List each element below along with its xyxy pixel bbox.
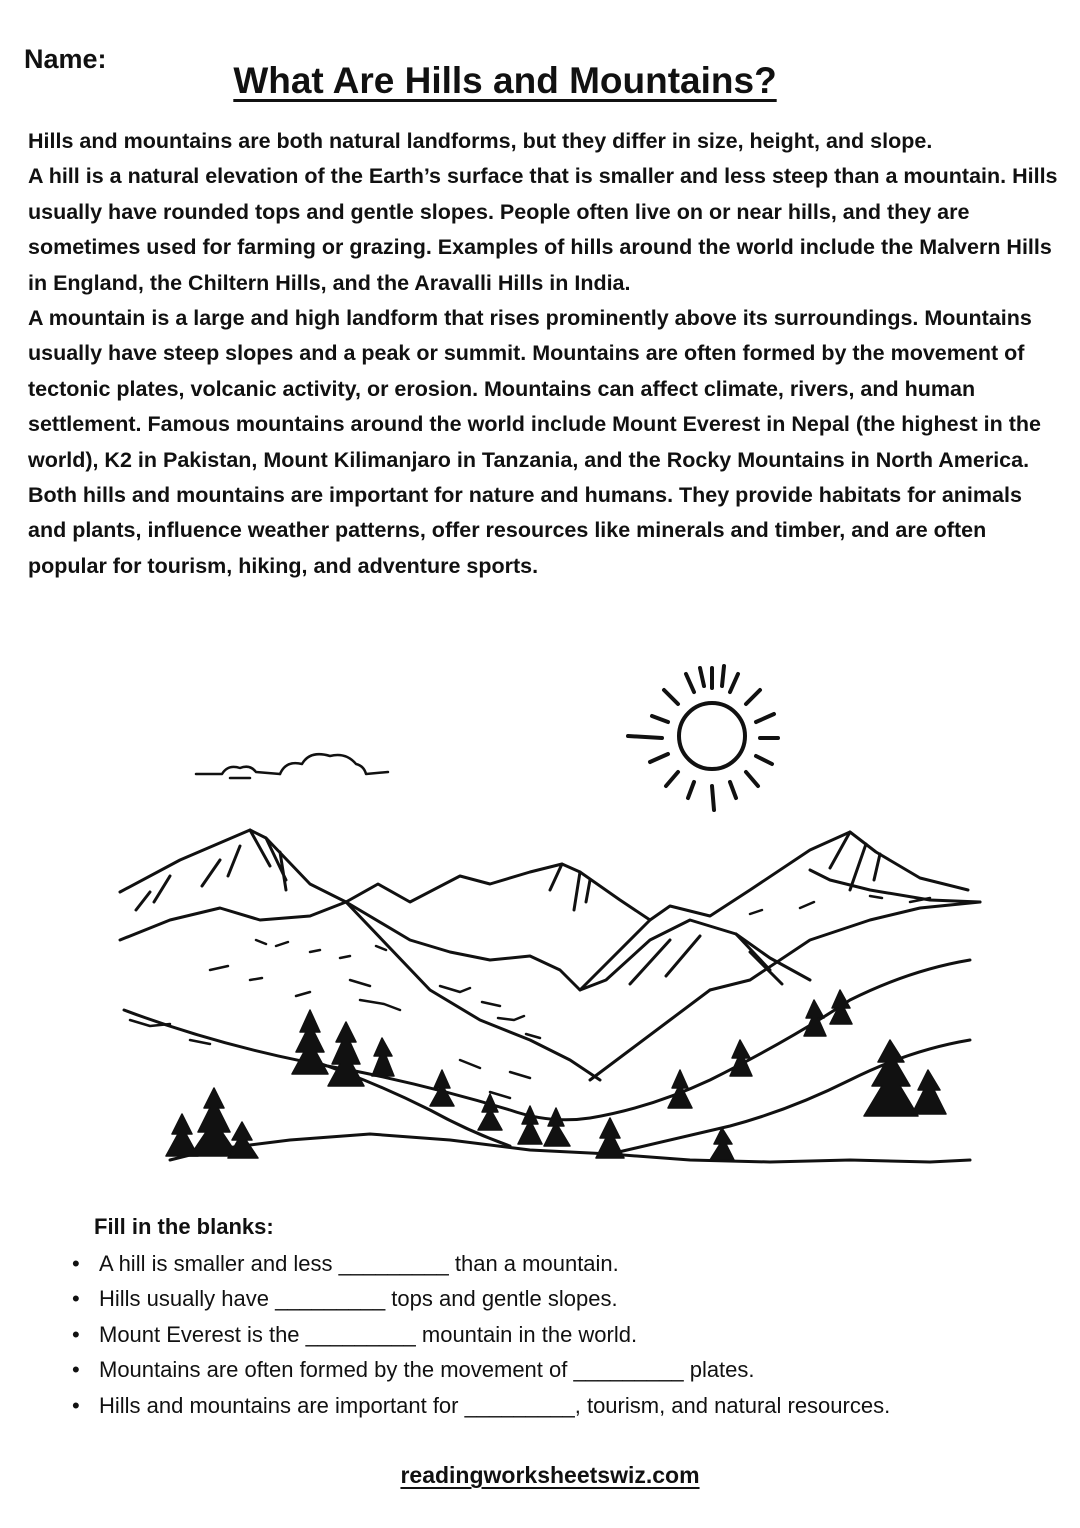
passage-paragraph-hills: A hill is a natural elevation of the Earth’s surface that is smaller and less steep than a mountain. Hills usually have rounded tops and gentle slopes. People often live on or near hills, and they are sometimes used for farming or grazing. Examples of hills around the world include the Malvern Hills in England, the Chiltern Hills, and the Aravalli Hills in India. <box>28 164 1058 295</box>
passage-paragraph-importance: Both hills and mountains are important for nature and humans. They provide habitats for animals and plants, influence weather patterns, offer resources like minerals and timber, and are often popular for tourism, hiking, and adventure sports. <box>28 483 1022 578</box>
fill-in-blanks-heading: Fill in the blanks: <box>94 1214 274 1239</box>
footer-site-link[interactable]: readingworksheetswiz.com <box>400 1462 700 1488</box>
list-item <box>70 1352 890 1387</box>
bullet-icon: • <box>72 1286 80 1312</box>
passage-paragraph-mountains: A mountain is a large and high landform that rises prominently above its surroundings. Mountains usually have steep slopes and a peak or summit. Mountains are often formed by the movement of tectonic plates, volcanic activity, or erosion. Mountains can affect climate, rivers, and human settlement. Famous mountains around the world include Mount Everest in Nepal (the highest in the world), K2 in Pakistan, Mount Kilimanjaro in Tanzania, and the Rocky Mountains in North America. <box>28 306 1041 472</box>
blank-sentence: A hill is smaller and less _________ than a mountain. <box>99 1251 619 1276</box>
bullet-icon: • <box>72 1357 80 1383</box>
sun-icon <box>628 666 778 810</box>
blank-sentence: Hills usually have _________ tops and gentle slopes. <box>99 1286 618 1312</box>
trees-icon <box>166 990 946 1160</box>
list-item <box>70 1246 890 1281</box>
page-title: What Are Hills and Mountains? <box>233 60 777 101</box>
blank-sentence: Mount Everest is the _________ mountain in the world. <box>99 1321 638 1347</box>
bullet-icon: • <box>72 1321 80 1347</box>
blank-sentence: Mountains are often formed by the movement of _________ plates. <box>99 1357 755 1383</box>
bullet-icon: • <box>72 1251 80 1276</box>
reading-passage <box>28 124 1058 584</box>
bullet-icon: • <box>72 1392 80 1418</box>
list-item <box>70 1317 890 1352</box>
list-item <box>70 1388 890 1423</box>
fill-in-blanks-list <box>70 1246 890 1423</box>
cloud-icon <box>196 754 388 778</box>
mountain-landscape-illustration <box>110 640 990 1170</box>
list-item <box>70 1281 890 1316</box>
name-label: Name: <box>24 44 107 74</box>
blank-sentence: Hills and mountains are important for _________, tourism, and natural resources. <box>99 1392 891 1418</box>
passage-paragraph-intro: Hills and mountains are both natural landforms, but they differ in size, height, and slope. <box>28 129 933 153</box>
